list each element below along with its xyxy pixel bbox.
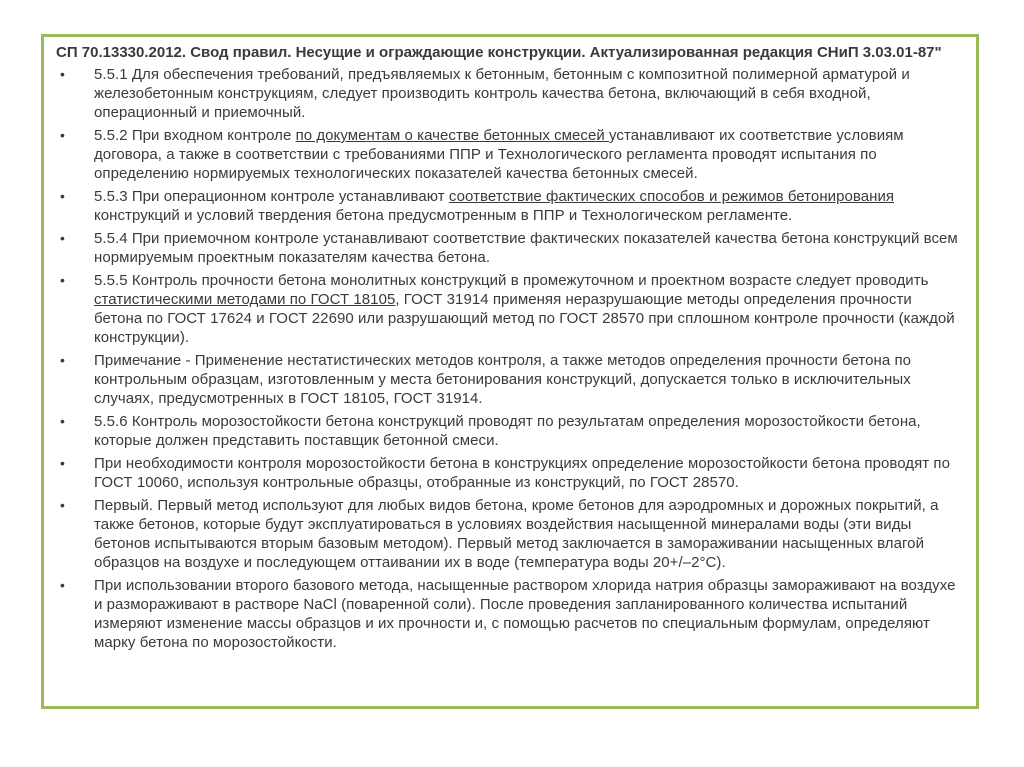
list-item <box>56 412 962 450</box>
item-text: 5.5.4 При приемочном контроле устанавливают соответствие фактических показателей качества бетона конструкций всем нормируемым проектным показателям качества бетона. <box>94 230 958 266</box>
item-text: При необходимости контроля морозостойкости бетона в конструкциях определение морозостойкости бетона проводят по ГОСТ 10060, используя контрольные образцы, отобранные из конструкций, по ГОСТ 28570. <box>94 455 950 491</box>
list-item <box>56 187 962 225</box>
list-item <box>56 576 962 652</box>
list-item <box>56 496 962 572</box>
bullet-icon: • <box>60 577 65 593</box>
bullet-icon: • <box>60 66 65 82</box>
list-item <box>56 271 962 347</box>
slide-title: СП 70.13330.2012. Свод правил. Несущие и ограждающие конструкции. Актуализированная редакция СНиП 3.03.01-87" <box>56 44 942 61</box>
slide-frame <box>41 34 979 709</box>
bullet-icon: • <box>60 455 65 471</box>
list-item <box>56 454 962 492</box>
underlined-text: статистическими методами по ГОСТ 18105 <box>94 291 396 308</box>
bullet-icon: • <box>60 413 65 429</box>
item-text: 5.5.1 Для обеспечения требований, предъявляемых к бетонным, бетонным с композитной полимерной арматурой и железобетонным конструкциям, следует производить контроль качества бетона, включающий в себя входной, операционный и приемочный. <box>94 66 910 121</box>
item-text: конструкций и условий твердения бетона предусмотренным в ППР и Технологическом регламенте. <box>94 207 793 224</box>
bullet-icon: • <box>60 497 65 513</box>
item-text: 5.5.2 При входном контроле <box>94 127 296 144</box>
bullet-list <box>56 65 962 652</box>
item-text: , ГОСТ 31914 применяя неразрушающие методы определения прочности бетона по ГОСТ 17624 и ГОСТ 22690 или разрушающий метод по ГОСТ 28570 при сплошном контроле прочности (каждой конструкции). <box>94 291 955 346</box>
bullet-icon: • <box>60 230 65 246</box>
underlined-text: соответствие фактических способов и режимов бетонирования <box>448 188 895 205</box>
bullet-icon: • <box>60 127 65 143</box>
item-text: 5.5.5 Контроль прочности бетона монолитных конструкций в промежуточном и проектном возрасте следует проводить <box>94 272 929 289</box>
underlined-text: по документам о качестве бетонных смесей <box>295 127 610 144</box>
list-item <box>56 351 962 408</box>
item-text: Примечание - Применение нестатистических методов контроля, а также методов определения прочности бетона по контрольным образцам, изготовленным у места бетонирования конструкций, допускается только в исключительных случаях, предусмотренных в ГОСТ 18105, ГОСТ 31914. <box>94 352 912 407</box>
item-text: 5.5.3 При операционном контроле устанавливают <box>94 188 449 205</box>
item-text: При использовании второго базового метода, насыщенные раствором хлорида натрия образцы замораживают на воздухе и размораживают в растворе NaCl (поваренной соли). После проведения запланированного количества испытаний измеряют изменение массы образцов и их прочности и, с помощью расчетов по специальным формулам, определяют марку бетона по морозостойкости. <box>94 577 956 651</box>
list-item <box>56 229 962 267</box>
item-text: 5.5.6 Контроль морозостойкости бетона конструкций проводят по результатам определения морозостойкости бетона, которые должен представить поставщик бетонной смеси. <box>94 413 921 449</box>
item-text: устанавливают их соответствие условиям договора, а также в соответствии с требованиями ППР и Технологического регламента проводят испытания по определению нормируемых технологических показателей качества бетонных смесей. <box>94 127 904 182</box>
bullet-icon: • <box>60 188 65 204</box>
list-item <box>56 126 962 183</box>
list-item <box>56 65 962 122</box>
bullet-icon: • <box>60 352 65 368</box>
item-text: Первый. Первый метод используют для любых видов бетона, кроме бетонов для аэродромных и дорожных покрытий, а также бетонов, которые будут эксплуатироваться в условиях воздействия насыщенной минералами воды (эти виды бетонов испытываются вторым базовым методом). Первый метод заключается в замораживании насыщенных влагой образцов на воздухе и последующем оттаивании их в воде (температура воды 20+/–2°С). <box>94 497 939 571</box>
bullet-icon: • <box>60 272 65 288</box>
